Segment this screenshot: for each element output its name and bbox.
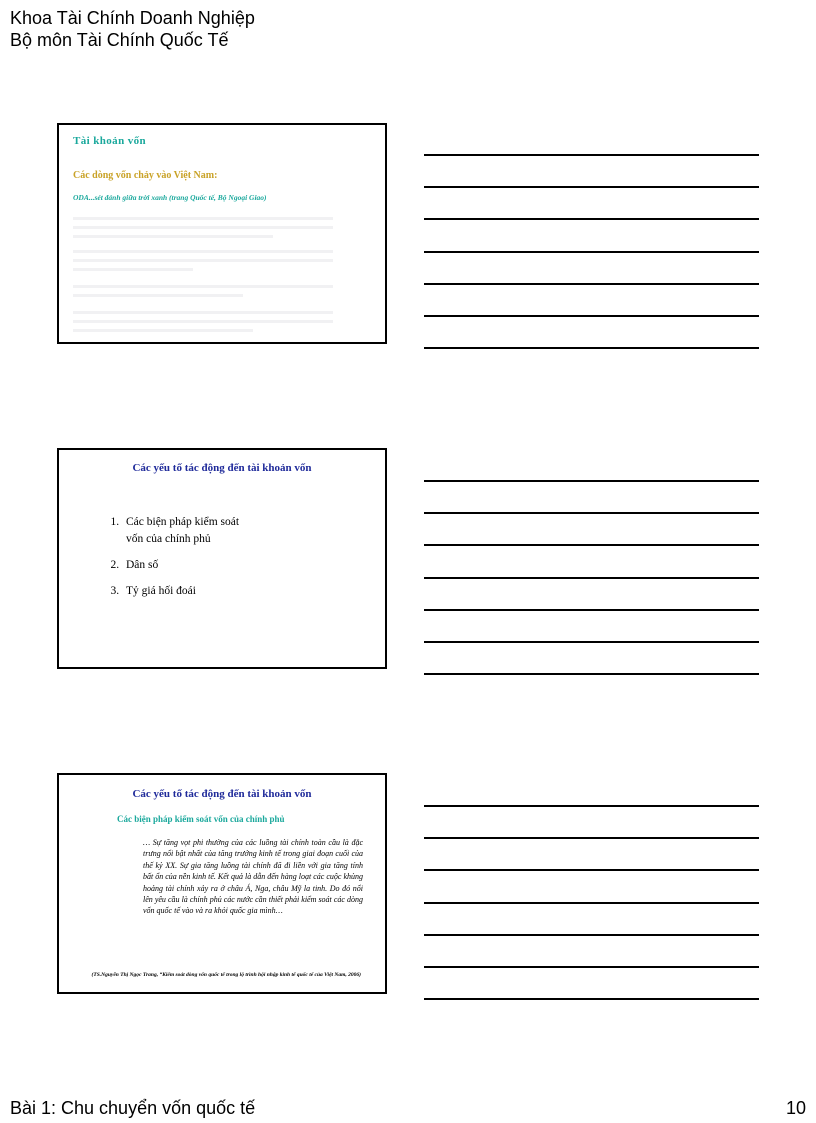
note-line (424, 512, 759, 514)
slide-1 (57, 123, 387, 344)
note-line (424, 609, 759, 611)
note-line (424, 154, 759, 156)
page-header (10, 7, 255, 51)
note-line (424, 966, 759, 968)
faint-text-line (73, 250, 333, 253)
faint-text-line (73, 259, 333, 262)
note-line (424, 902, 759, 904)
note-line (424, 315, 759, 317)
note-line (424, 934, 759, 936)
faint-text-line (73, 268, 193, 271)
list-item: 2. Dân số (122, 557, 242, 574)
note-line (424, 998, 759, 1000)
faint-text-line (73, 294, 243, 297)
slide-text: ODA...sét đánh giữa trời xanh (trang Quốc tế, Bộ Ngoại Giao) (73, 193, 267, 202)
faint-text-line (73, 311, 333, 314)
department-name: Bộ môn Tài Chính Quốc Tế (10, 30, 229, 50)
quote-text: … Sự tăng vọt phi thường của các luồng tài chính toàn cầu là đặc trưng nổi bật nhất của tăng trưởng kinh tế trong giai đoạn cuối của thế kỷ XX. Sự gia tăng luồng tài chính đã đi liền với gia tăng tính bất ổn của nền kinh tế. Kết quả là dẫn đến hàng loạt các cuộc khủng hoảng tài chính xảy ra ở châu Á, Nga, châu Mỹ la tinh. Do đó nổi lên yêu cầu là chính phủ các nước cần thiết phải kiểm soát các dòng vốn quốc tế vào và ra khỏi quốc gia mình… (143, 838, 363, 916)
slide-subtitle: Các dòng vốn chảy vào Việt Nam: (73, 170, 218, 181)
note-line (424, 480, 759, 482)
note-line (424, 805, 759, 807)
slide-subtitle: Các biện pháp kiểm soát vốn của chính phủ (117, 814, 285, 824)
list-item: 3. Tỷ giá hối đoái (122, 583, 242, 600)
slide-title: Tài khoản vốn (73, 135, 147, 147)
faint-text-line (73, 217, 333, 220)
note-line (424, 673, 759, 675)
faint-text-line (73, 320, 333, 323)
note-line (424, 186, 759, 188)
slide-3 (57, 773, 387, 994)
faculty-name: Khoa Tài Chính Doanh Nghiệp (10, 8, 255, 28)
note-line (424, 347, 759, 349)
note-line (424, 544, 759, 546)
note-line (424, 283, 759, 285)
note-line (424, 641, 759, 643)
citation: (TS.Nguyễn Thị Ngọc Trang, “Kiểm soát dòng vốn quốc tế trong lộ trình hội nhập kinh tế quốc tế của Việt Nam, 2006) (91, 972, 361, 978)
note-line (424, 251, 759, 253)
slide-title: Các yếu tố tác động đến tài khoản vốn (132, 462, 312, 474)
faint-text-line (73, 226, 333, 229)
faint-text-line (73, 329, 253, 332)
note-line (424, 577, 759, 579)
lecture-title: Bài 1: Chu chuyển vốn quốc tế (10, 1098, 256, 1118)
faint-text-line (73, 235, 273, 238)
list-item: 1. Các biện pháp kiểm soát vốn của chính phủ (122, 514, 242, 548)
factor-list (104, 514, 242, 609)
faint-text-line (73, 285, 333, 288)
slide-title: Các yếu tố tác động đến tài khoản vốn (132, 788, 312, 800)
note-line (424, 218, 759, 220)
note-line (424, 837, 759, 839)
page-number: 10 (785, 1098, 806, 1118)
slide-2 (57, 448, 387, 669)
note-line (424, 869, 759, 871)
